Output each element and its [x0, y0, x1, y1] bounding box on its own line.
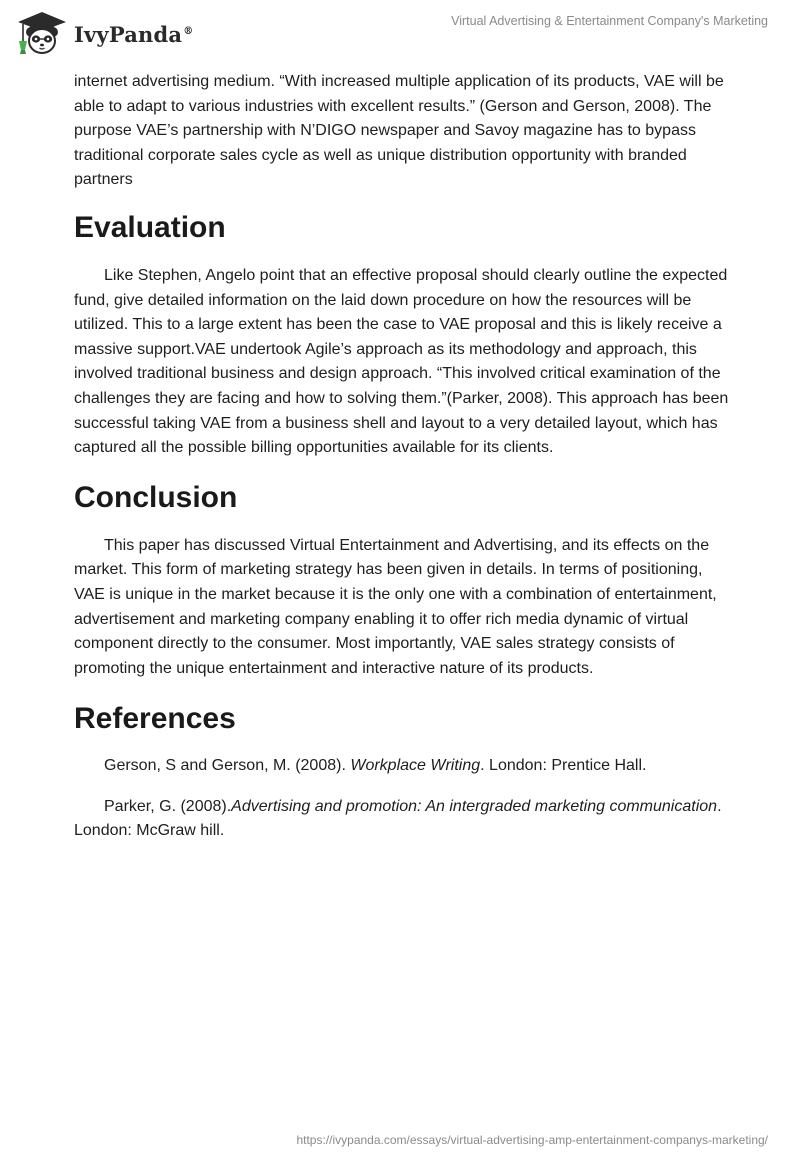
ivypanda-logo[interactable] [14, 8, 193, 56]
reference-item: Gerson, S and Gerson, M. (2008). Workplace Writing. London: Prentice Hall. [104, 757, 647, 775]
conclusion-heading: Conclusion [74, 480, 238, 514]
reference-item: Parker, G. (2008).Advertising and promotion: An intergraded marketing communication. London: McGraw hill. [74, 797, 722, 840]
evaluation-heading: Evaluation [74, 210, 226, 244]
conclusion-paragraph: This paper has discussed Virtual Entertainment and Advertising, and its effects on the market. This form of marketing strategy has been given in details. In terms of positioning, VAE is unique in the market because it is the only one with a combination of entertainment, advertisement and marketing company enabling it to offer rich media dynamic of virtual component directly to the consumer. Most importantly, VAE sales strategy consists of promoting the unique entertainment and interactive nature of its products. [74, 536, 717, 677]
intro-paragraph: internet advertising medium. “With increased multiple application of its products, VAE will be able to adapt to various industries with excellent results.” (Gerson and Gerson, 2008). The purpose VAE’s partnership with N’DIGO newspaper and Savoy magazine has to bypass traditional corporate sales cycle as well as unique distribution opportunity with branded partners [74, 73, 724, 189]
essay-body [74, 70, 730, 844]
brand-name: IvyPanda® [74, 21, 194, 47]
source-url-link[interactable]: https://ivypanda.com/essays/virtual-advertising-amp-entertainment-companys-marketing/ [296, 1133, 768, 1147]
page-header [0, 0, 800, 62]
document-title: Virtual Advertising & Entertainment Company's Marketing [451, 14, 768, 28]
evaluation-paragraph: Like Stephen, Angelo point that an effective proposal should clearly outline the expected fund, give detailed information on the laid down procedure on how the resources will be utilized. This to a large extent has been the case to VAE proposal and this is likely receive a massive support.VAE undertook Agile’s approach as its methodology and approach, this involved traditional business and design approach. “This involved critical examination of the challenges they are facing and how to solving them.”(Parker, 2008). This approach has been successful taking VAE from a business shell and layout to a very detailed layout, which has captured all the possible billing opportunities available for its clients. [74, 266, 729, 457]
references-heading: References [74, 702, 236, 736]
panda-graduate-icon [14, 8, 70, 56]
